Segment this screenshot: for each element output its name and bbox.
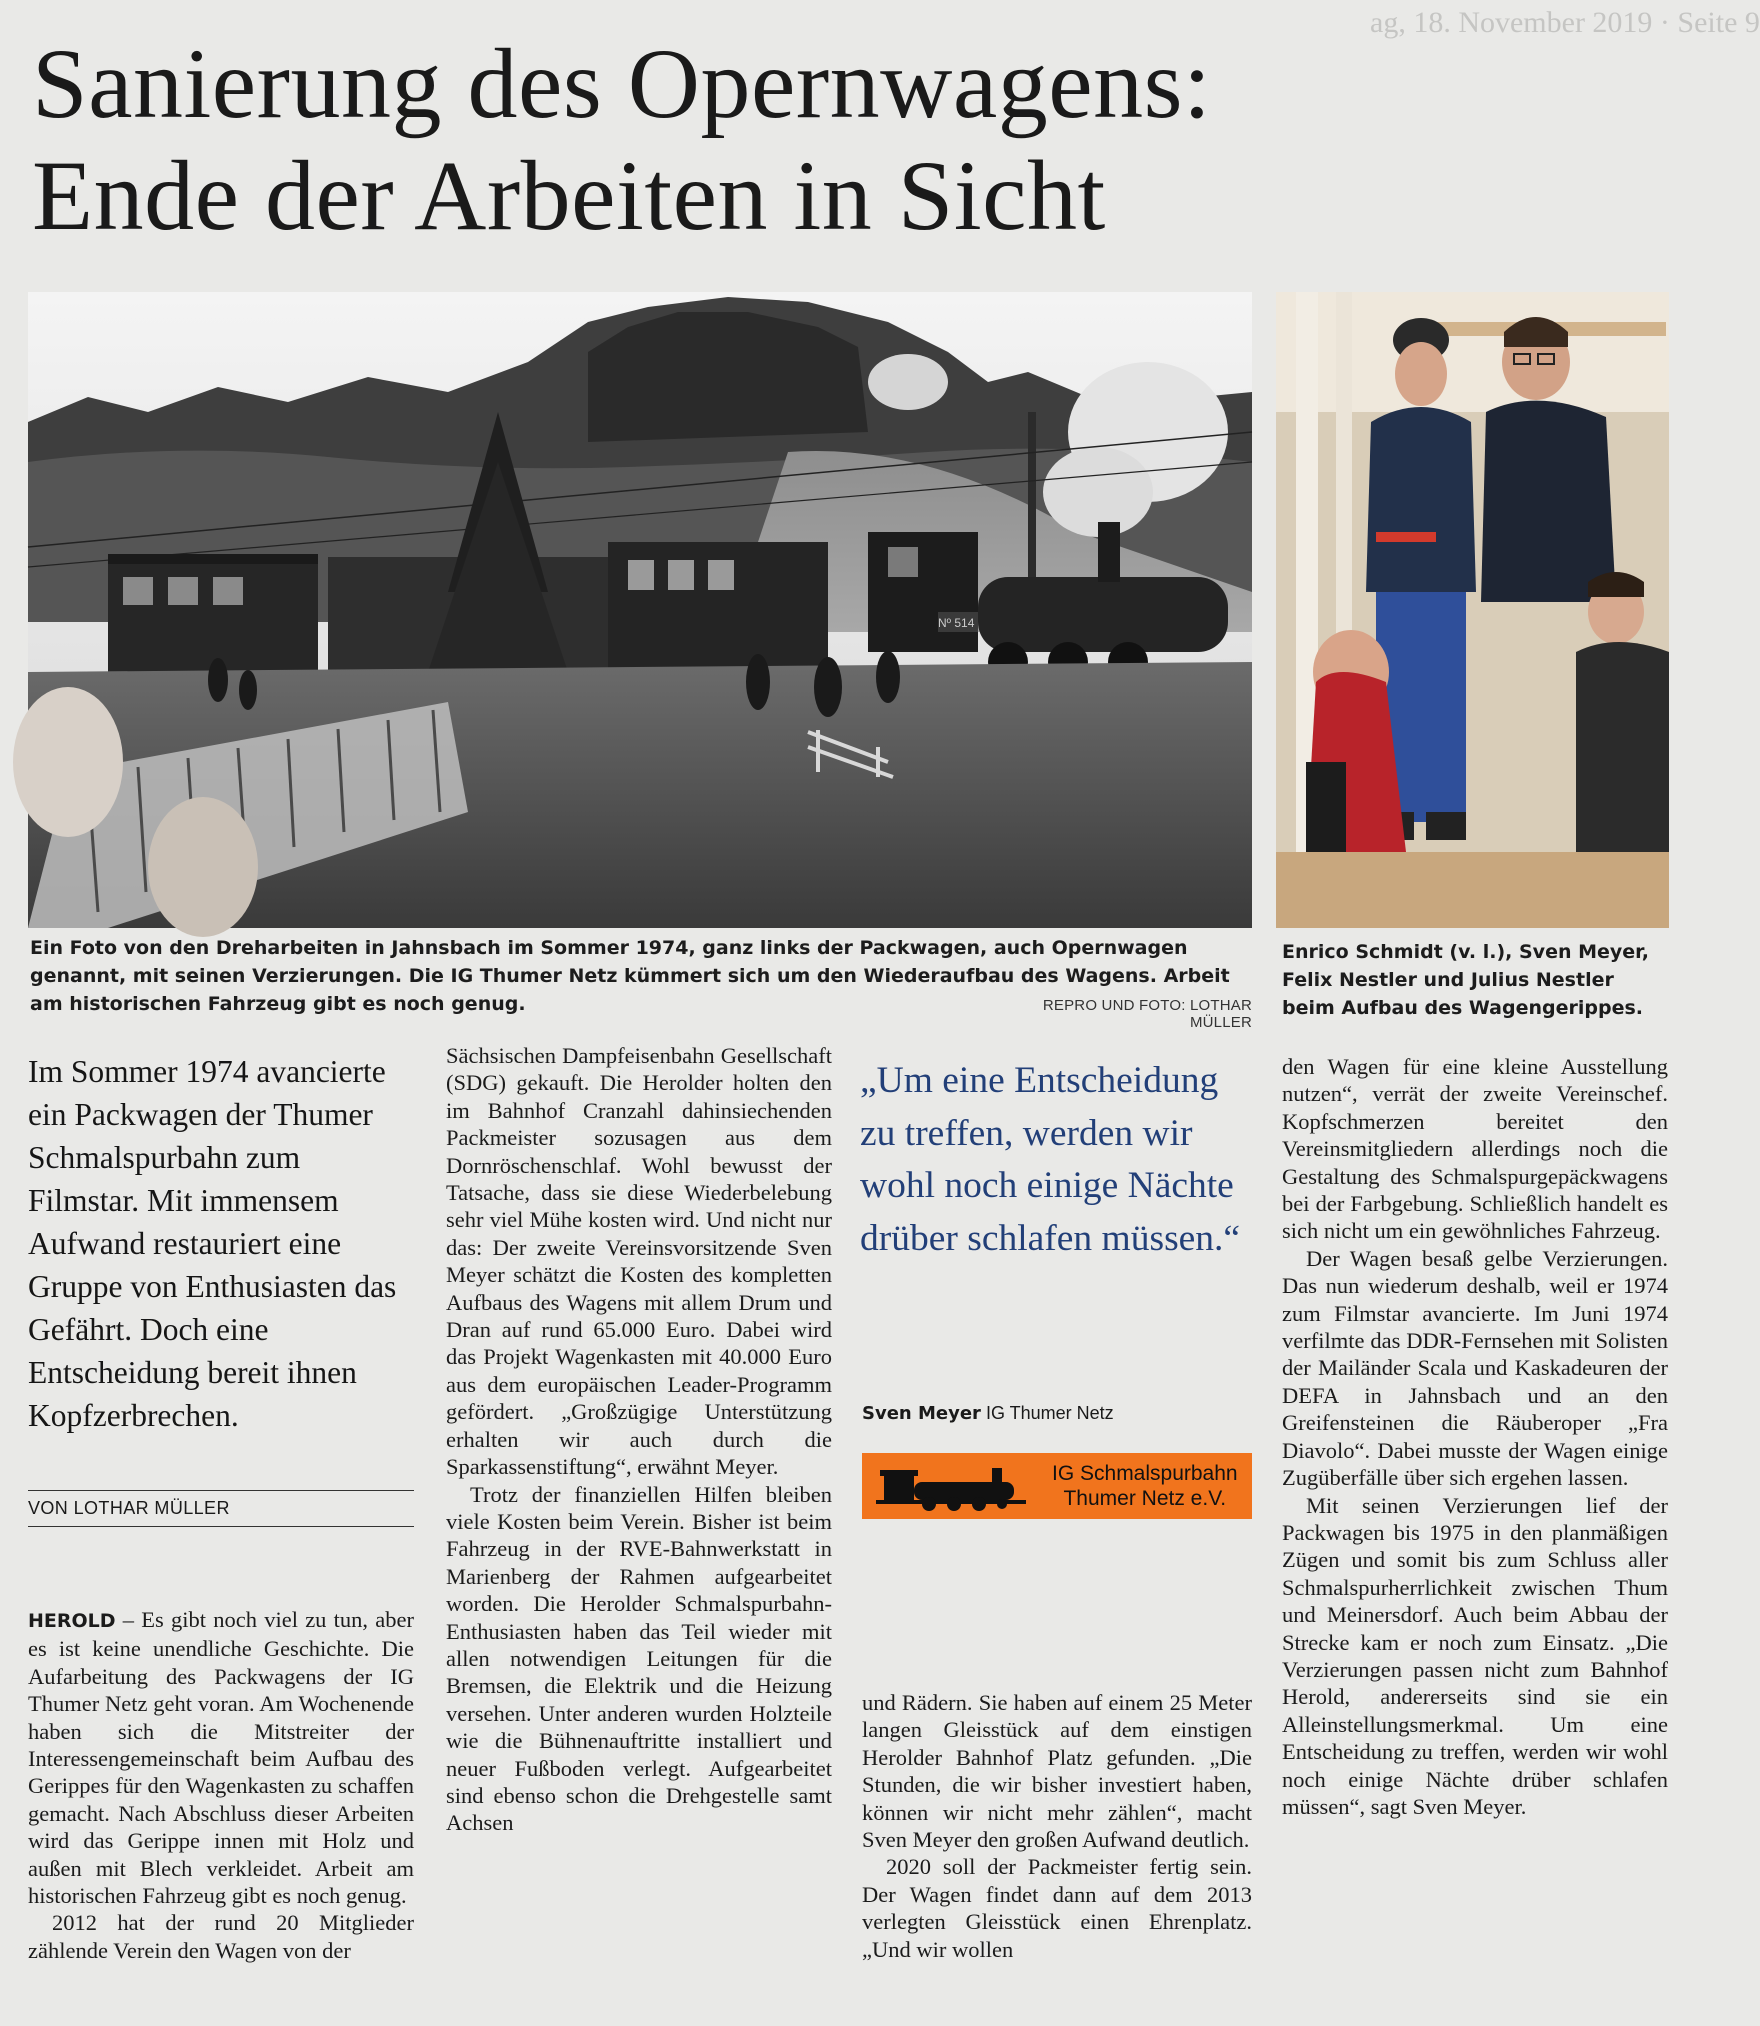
column-1-text: – Es gibt noch viel zu tun, aber es ist keine unendliche Geschichte. Die Aufarbeitung des Packwagens der IG Thumer Netz geht voran. Am Wochenende haben sich die Mitstreiter der Interessengemeinschaft beim Aufbau des Gerippes für den Wagenkasten zu schaffen gemacht. Nach Abschluss dieser Arbeiten wird das Gerippe innen mit Holz und außen mit Blech verkleidet. Arbeit am historischen Fahrzeug gibt es noch genug. xyxy=(28,1607,414,1909)
train-filming-photo xyxy=(28,292,1252,928)
logo-text xyxy=(1052,1461,1238,1511)
article-column-2 xyxy=(446,1042,832,1837)
quote-author: Sven Meyer xyxy=(862,1403,981,1424)
byline-rule-top xyxy=(28,1490,414,1491)
pull-quote: „Um eine Entscheidung zu treffen, werden wir wohl noch einige Nächte drüber schlafen müssen.“ xyxy=(860,1060,1241,1259)
column-2-paragraph-1: Sächsischen Dampfeisenbahn Gesellschaft (SDG) gekauft. Die Herolder holten den im Bahnhof Cranzahl dahinsiechenden Packmeister sozusagen aus dem Dornröschenschlaf. Wohl bewusst der Tatsache, dass sie diese Wiederbelebung sehr viel Mühe kosten wird. Und nicht nur das: Der zweite Vereinsvorsitzende Sven Meyer schätzt die Kosten des kompletten Aufbaus des Wagens mit allem Drum und Dran auf rund 65.000 Euro. Dabei wird das Projekt Wagenkasten mit 40.000 Euro aus dem europäischen Leader-Programm gefördert. „Großzügige Unterstützung erhalten wir auch durch die Sparkassenstiftung“, erwähnt Meyer. xyxy=(446,1043,832,1480)
train-photo-illustration xyxy=(28,292,1252,928)
article-column-3 xyxy=(862,1689,1252,1963)
column-3-paragraph-2: 2020 soll der Packmeister fertig sein. Der Wagen findet dann auf dem 2013 verlegten Gleisstück einen Ehrenplatz. „Und wir wollen xyxy=(862,1854,1252,1962)
club-logo xyxy=(862,1453,1252,1519)
dateline-place: HEROLD xyxy=(28,1610,116,1632)
article-column-4 xyxy=(1282,1053,1668,1820)
column-4-paragraph-1: den Wagen für eine kleine Ausstellung nutzen“, verrät der zweite Vereinschef. Kopfschmerzen bereitet den Vereinsmitgliedern allerdings noch die Gestaltung des Schmalspurgepäckwagens bei der Farbgebung. Schließlich handelt es sich nicht um ein gewöhnliches Fahrzeug. xyxy=(1282,1054,1668,1244)
column-4-paragraph-3: Mit seinen Verzierungen lief der Packwagen bis 1975 in den planmäßigen Zügen und somit bis zum Schluss aller Schmalspurherrlichkeit zwischen Thum und Meinersdorf. Auch beim Abbau der Strecke kam er noch zum Einsatz. „Die Verzierungen passen nicht zum Bahnhof Herold, andererseits sind sie ein Alleinstellungsmerkmal. Um eine Entscheidung zu treffen, werden wir wohl noch einige Nächte drüber schlafen müssen“, sagt Sven Meyer. xyxy=(1282,1492,1668,1819)
locomotive-icon xyxy=(874,1460,1034,1512)
column-1-paragraph-2: 2012 hat der rund 20 Mitglieder zählende Verein den Wagen von der xyxy=(28,1910,414,1963)
byline-rule-bottom xyxy=(28,1526,414,1527)
logo-line-1: IG Schmalspurbahn xyxy=(1052,1462,1238,1485)
locomotive-number: Nº 514 xyxy=(938,616,975,630)
workshop-photo-illustration xyxy=(1276,292,1669,928)
byline: VON LOTHAR MÜLLER xyxy=(28,1498,230,1518)
headline xyxy=(32,28,1532,252)
column-3-paragraph-1: und Rädern. Sie haben auf einem 25 Meter langen Gleisstück auf dem einstigen Herolder Bahnhof Platz gefunden. „Die Stunden, die wir bisher investiert haben, können wir nicht mehr zählen“, macht Sven Meyer den großen Aufwand deutlich. xyxy=(862,1690,1252,1853)
masthead-fragment: ag, 18. November 2019 · Seite 9 xyxy=(1370,6,1760,39)
logo-line-2: Thumer Netz e.V. xyxy=(1063,1487,1227,1510)
headline-line-2: Ende der Arbeiten in Sicht xyxy=(32,140,1106,251)
photo-credit: REPRO UND FOTO: LOTHAR MÜLLER xyxy=(1042,997,1252,1031)
column-1-paragraph-1 xyxy=(28,1606,414,1909)
side-photo-caption: Enrico Schmidt (v. l.), Sven Meyer, Felix Nestler und Julius Nestler beim Aufbau des Wagengerippes. xyxy=(1282,941,1649,1019)
quote-organization: IG Thumer Netz xyxy=(980,1403,1114,1423)
column-2-paragraph-2: Trotz der finanziellen Hilfen bleiben viele Kosten beim Verein. Bisher ist beim Fahrzeug in der RVE-Bahnwerkstatt in Marienberg der Rahmen aufgearbeitet worden. Die Herolder Schmalspurbahn-Enthusiasten haben das Teil wieder mit allen notwendigen Leitungen für die Bremsen, die Elektrik und die Heizung versehen. Unter anderen wurden Holzteile wie die Bühnenauftritte installiert und neuer Fußboden verlegt. Aufgearbeitet sind ebenso schon die Drehgestelle samt Achsen xyxy=(446,1481,832,1836)
lead-paragraph: Im Sommer 1974 avancierte ein Packwagen der Thumer Schmalspurbahn zum Filmstar. Mit immensem Aufwand restauriert eine Gruppe von Enthusiasten das Gefährt. Doch eine Entscheidung bereit ihnen Kopfzerbrechen. xyxy=(28,1054,397,1433)
main-photo-caption: Ein Foto von den Dreharbeiten in Jahnsbach im Sommer 1974, ganz links der Packwagen, auch Opernwagen genannt, mit seinen Verzierungen. Die IG Thumer Netz kümmert sich um den Wiederaufbau des Wagens. Arbeit am historischen Fahrzeug gibt es noch genug. xyxy=(30,937,1230,1015)
headline-line-1: Sanierung des Opernwagens: xyxy=(32,28,1212,139)
article-column-1 xyxy=(28,1606,414,1964)
quote-attribution xyxy=(862,1403,1262,1424)
column-4-paragraph-2: Der Wagen besaß gelbe Verzierungen. Das nun wiederum deshalb, weil er 1974 zum Filmstar avancierte. Im Juni 1974 verfilmte das DDR-Fernsehen mit Solisten der Mailänder Scala und Kaskadeuren der DEFA in Jahnsbach und an den Greifensteinen die Räuberoper „Fra Diavolo“. Dabei musste der Wagen einige Zugüberfälle über sich ergehen lassen. xyxy=(1282,1245,1668,1491)
workshop-photo xyxy=(1276,292,1669,928)
